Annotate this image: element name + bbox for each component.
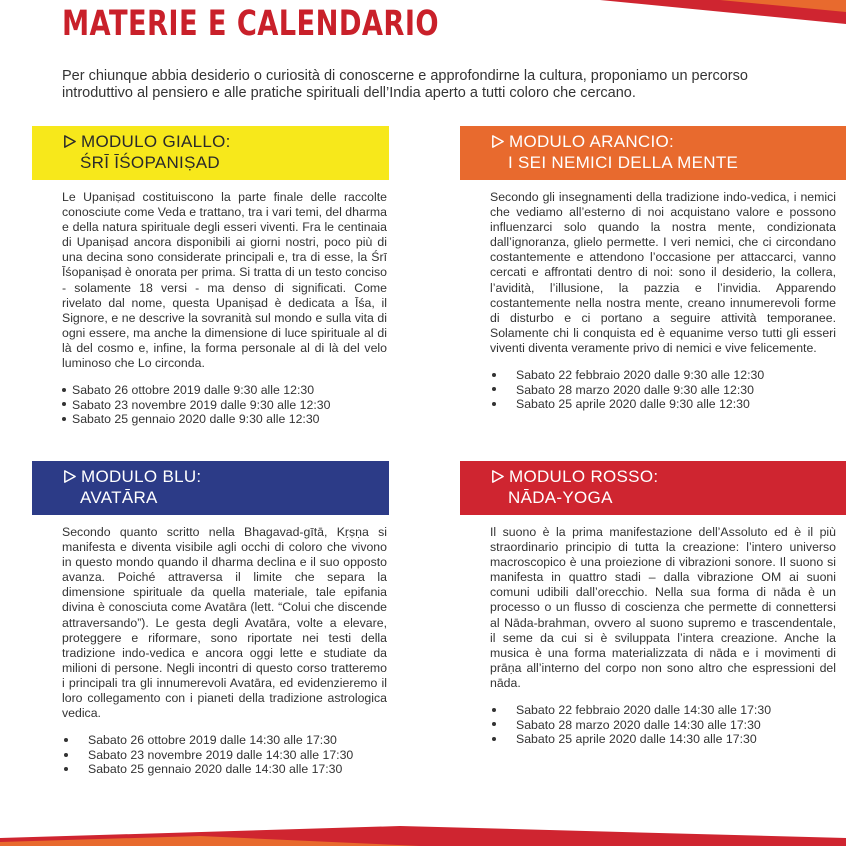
module-orange-schedule xyxy=(490,368,836,412)
play-outline-icon xyxy=(490,134,505,149)
module-red-subtitle: NĀDA-YOGA xyxy=(508,488,613,507)
schedule-item: Sabato 25 aprile 2020 dalle 14:30 alle 17:30 xyxy=(490,732,836,747)
module-red-header xyxy=(460,461,846,515)
play-outline-icon xyxy=(490,469,505,484)
module-blue-subtitle: AVATĀRA xyxy=(80,488,158,507)
module-blue-header xyxy=(32,461,389,515)
schedule-item: Sabato 23 novembre 2019 dalle 14:30 alle 17:30 xyxy=(62,748,387,763)
module-orange-subtitle: I SEI NEMICI DELLA MENTE xyxy=(508,153,739,172)
play-outline-icon xyxy=(62,469,77,484)
module-yellow-subtitle: ŚRĪ ĪŚOPANIṢAD xyxy=(80,153,220,172)
play-outline-icon xyxy=(62,134,77,149)
module-yellow-title: MODULO GIALLO: xyxy=(81,132,231,151)
module-blue-description: Secondo quanto scritto nella Bhagavad-gītā, Kṛṣṇa si manifesta e diventa visibile agli occhi di coloro che vivono in questo mondo quando il dharma declina e il suo opposto avanza. Poiché attraversa il limite che separa la dimensione spirituale da quella materiale, tale epifania divina è conosciuta come Avatāra (lett. “Colui che discende attraversando”). Le gesta degli Avatāra, volte a elevare, proteggere e riformare, sono riportate nei testi della tradizione indo-vedica e ancora oggi lette e studiate da milioni di persone. Negli incontri di questo corso tratteremo i principali tra gli innumerevoli Avatāra, ed evidenzieremo il loro collegamento con i pianeti della tradizione astrologica vedica. xyxy=(62,525,387,721)
schedule-item: Sabato 25 gennaio 2020 dalle 9:30 alle 12:30 xyxy=(62,412,387,427)
schedule-item: Sabato 22 febbraio 2020 dalle 14:30 alle 17:30 xyxy=(490,703,836,718)
schedule-item: Sabato 26 ottobre 2019 dalle 14:30 alle 17:30 xyxy=(62,733,387,748)
module-red-description: Il suono è la prima manifestazione dell’Assoluto ed è il più straordinario principio di tutta la creazione: l’intero universo macroscopico è una proiezione di vibrazioni sonore. Il suono si manifesta in quattro stadi – dalla vibrazione OM ai suoni comuni udibili dall’orecchio. Nella sua forma di nāda è un processo o un flusso di coscienza che permette di connettersi al Nāda-brahman, ovvero al suono supremo e trascendentale, il seme da cui si è sviluppata l’intera creazione. Anche la musica è una forma materializzata di nāda e i movimenti di prāṇa all’interno del corpo non sono altro che espressioni del nāda. xyxy=(490,525,836,690)
schedule-item: Sabato 26 ottobre 2019 dalle 9:30 alle 12:30 xyxy=(62,383,387,398)
schedule-item: Sabato 28 marzo 2020 dalle 9:30 alle 12:30 xyxy=(490,383,836,398)
module-red-schedule xyxy=(490,703,836,747)
module-blue-title: MODULO BLU: xyxy=(81,467,202,486)
module-yellow-description: Le Upaniṣad costituiscono la parte finale delle raccolte conosciute come Veda e trattano, tra i vari temi, del dharma e della natura spirituale degli esseri viventi. Fra le centinaia di Upaniṣad ancora disponibili ai giorni nostri, poco più di una decina sono considerate principali e, tra di esse, la Śrī Īśopaniṣad è onorata per prima. Si tratta di un testo conciso - solamente 18 versi - ma denso di significati. Come rivelato dal nome, questa Upaniṣad è dedicata a Īśa, il Signore, e ne descrive la sovranità sul mondo e sulla vita di ogni essere, ma anche la dimensione di luce spirituale al di là del cosmo e, infine, la forma personale al di là del velo luminoso che Lo circonda. xyxy=(62,190,387,371)
intro-paragraph: Per chiunque abbia desiderio o curiosità di conoscerne e approfondirne la cultura, proponiamo un percorso introduttivo al pensiero e alle pratiche spirituali dell’India aperto a tutti coloro che cercano. xyxy=(62,68,748,101)
module-red-title: MODULO ROSSO: xyxy=(509,467,659,486)
module-blue xyxy=(32,461,389,777)
module-red xyxy=(460,461,846,747)
module-blue-schedule xyxy=(62,733,387,777)
module-yellow-header xyxy=(32,126,389,180)
schedule-item: Sabato 25 aprile 2020 dalle 9:30 alle 12:30 xyxy=(490,397,836,412)
schedule-item: Sabato 22 febbraio 2020 dalle 9:30 alle 12:30 xyxy=(490,368,836,383)
module-orange-header xyxy=(460,126,846,180)
module-orange xyxy=(460,126,846,412)
schedule-item: Sabato 25 gennaio 2020 dalle 14:30 alle 17:30 xyxy=(62,762,387,777)
module-orange-description: Secondo gli insegnamenti della tradizione indo-vedica, i nemici che vediamo all’esterno di noi acquistano valore e possono influenzarci solo quando la nostra mente, condizionata dall’ignoranza, glielo permette. I veri nemici, che ci circondano costantemente e attendono l’occasione per attaccarci, vanno cercati e affrontati dentro di noi: sono il desiderio, la collera, l’avidità, l’illusione, la pazzia e l’invidia. Apparendo costantemente nella nostra mente, creano innumerevoli forme di disturbo e ci portano a seguire attività temporanee. Solamente chi li conquista ed è equanime verso tutti gli esseri viventi diventa veramente privo di nemici e vive felicemente. xyxy=(490,190,836,355)
page-title: MATERIE E CALENDARIO xyxy=(62,4,439,44)
schedule-item: Sabato 23 novembre 2019 dalle 9:30 alle 12:30 xyxy=(62,398,387,413)
module-yellow xyxy=(32,126,389,427)
module-yellow-schedule xyxy=(62,383,387,427)
module-orange-title: MODULO ARANCIO: xyxy=(509,132,675,151)
schedule-item: Sabato 28 marzo 2020 dalle 14:30 alle 17:30 xyxy=(490,718,836,733)
